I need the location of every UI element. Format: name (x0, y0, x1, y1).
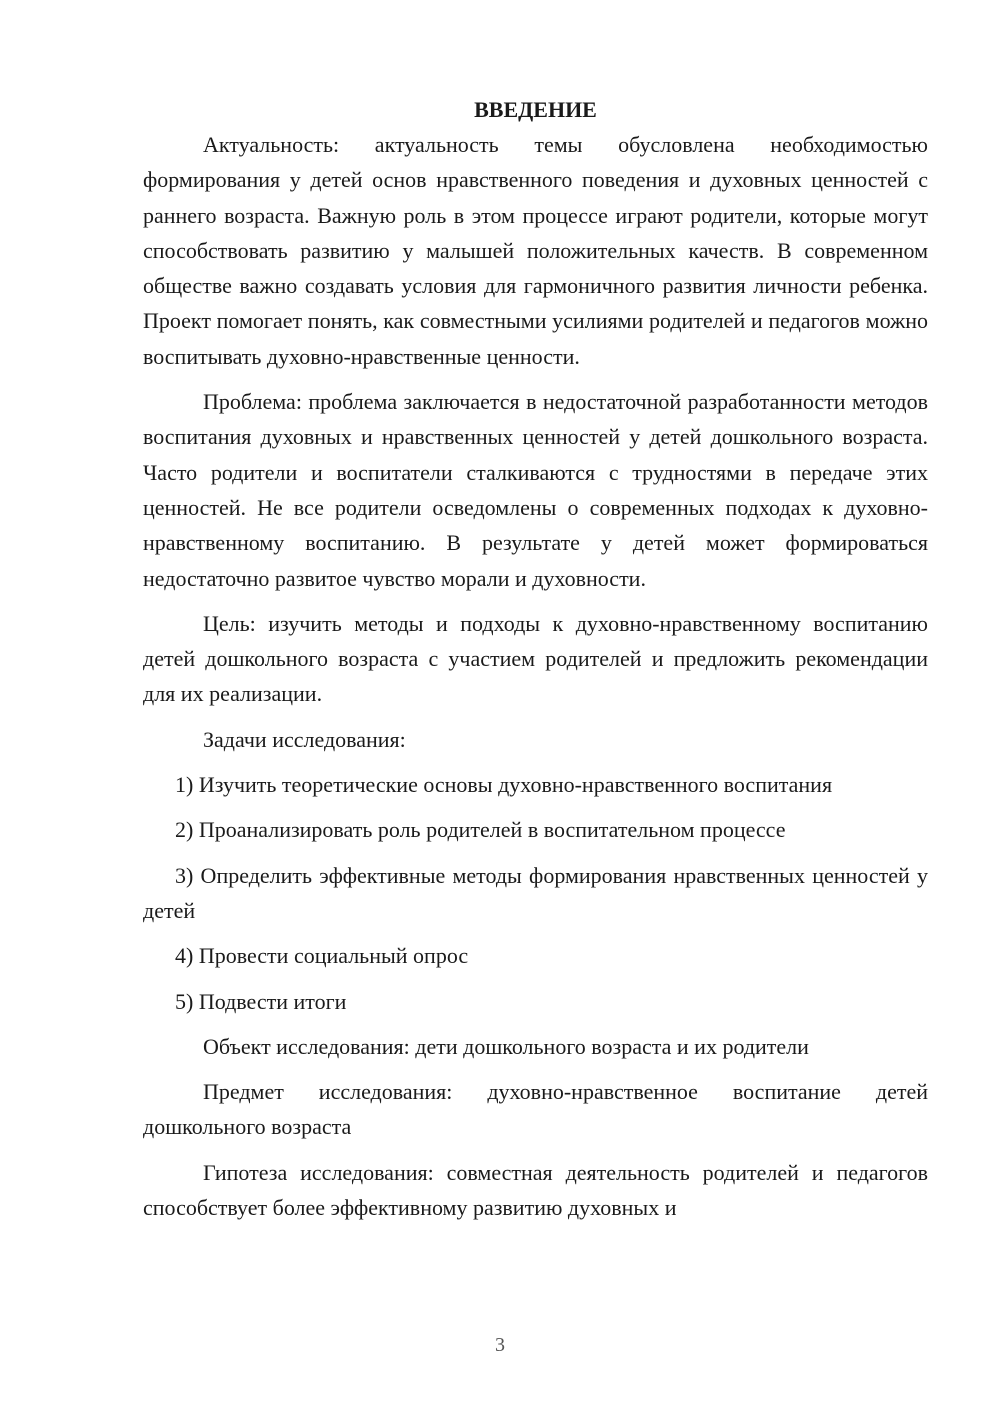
tasks-heading: Задачи исследования: (203, 726, 406, 752)
list-item: 4) Провести социальный опрос (175, 943, 469, 969)
paragraph-goal: Цель: изучить методы и подходы к духовно-нравственному воспитанию детей дошкольного возраста с участием родителей и предложить рекомендации для их реализации. (143, 610, 928, 707)
page-number: 3 (495, 1334, 505, 1356)
paragraph-object: Объект исследования: дети дошкольного возраста и их родители (203, 1033, 809, 1059)
paragraph-problem: Проблема: проблема заключается в недостаточной разработанности методов воспитания духовных и нравственных ценностей у детей дошкольного возраста. Часто родители и воспитатели сталкиваются с трудностями в передаче этих ценностей. Не все родители осведомлены о современных подходах к духовно-нравственному воспитанию. В результате у детей может формироваться недостаточно развитое чувство морали и духовности. (143, 389, 928, 591)
paragraph-hypothesis: Гипотеза исследования: совместная деятельность родителей и педагогов способствует более эффективному развитию духовных и (143, 1159, 928, 1221)
list-item: 5) Подвести итоги (175, 988, 347, 1014)
paragraph-subject: Предмет исследования: духовно-нравственное воспитание детей дошкольного возраста (143, 1079, 928, 1140)
list-item: 2) Проанализировать роль родителей в воспитательном процессе (175, 817, 786, 843)
document-page (143, 92, 928, 1235)
list-item: 3) Определить эффективные методы формирования нравственных ценностей у детей (143, 862, 928, 923)
paragraph-relevance: Актуальность: актуальность темы обусловлена необходимостью формирования у детей основ нравственного поведения и духовных ценностей с раннего возраста. Важную роль в этом процессе играют родители, которые могут способствовать развитию у малышей положительных качеств. В современном обществе важно создавать условия для гармоничного развития личности ребенка. Проект помогает понять, как совместными усилиями родителей и педагогов можно воспитывать духовно-нравственные ценности. (143, 132, 928, 369)
page-title: ВВЕДЕНИЕ (474, 97, 597, 122)
list-item: 1) Изучить теоретические основы духовно-нравственного воспитания (175, 772, 833, 798)
task-list (143, 767, 928, 1019)
